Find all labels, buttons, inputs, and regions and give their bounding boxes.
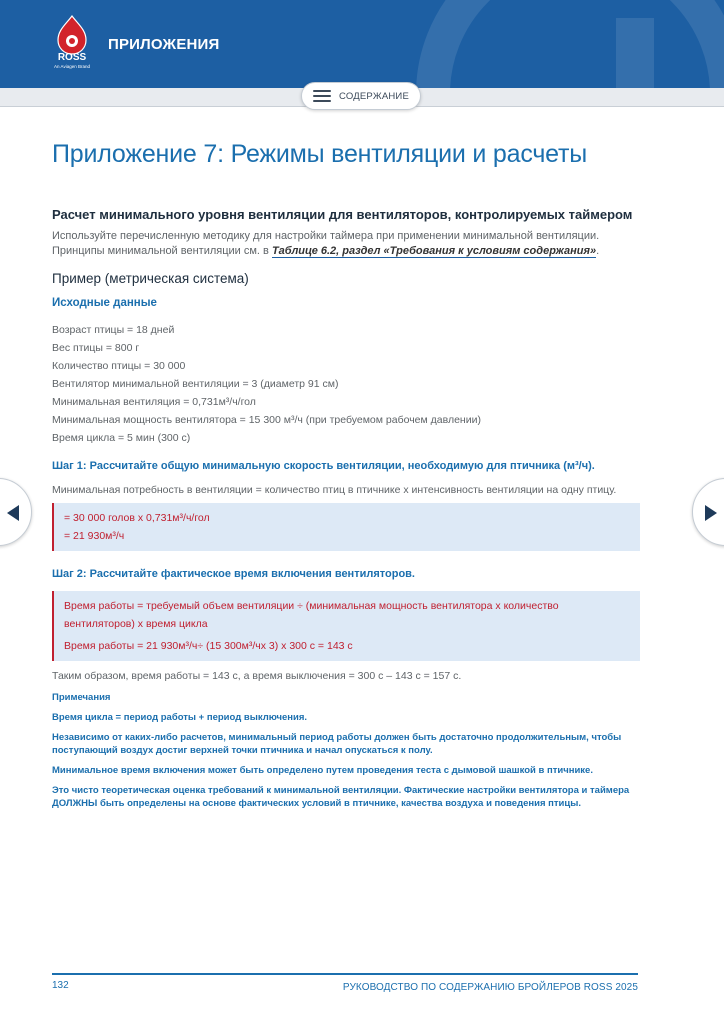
header-decoration-bar	[616, 18, 654, 88]
input-item: Минимальная мощность вентилятора = 15 300 м³/ч (при требуемом рабочем давлении)	[52, 413, 481, 426]
previous-page-button[interactable]	[0, 478, 32, 546]
note-item: Время цикла = период работы + период выключения.	[52, 711, 308, 723]
input-item: Вентилятор минимальной вентиляции = 3 (диаметр 91 см)	[52, 377, 339, 390]
page-header	[0, 0, 724, 88]
logo-text: ROSS	[57, 52, 87, 63]
toc-button[interactable]	[301, 82, 421, 110]
input-item: Время цикла = 5 мин (300 с)	[52, 431, 191, 444]
notes-heading: Примечания	[52, 691, 111, 703]
menu-icon	[313, 90, 331, 102]
section-heading: Расчет минимального уровня вентиляции для вентиляторов, контролируемых таймером	[52, 207, 633, 222]
step2-calc-line: Время работы = 21 930м³/ч÷ (15 300м³/чх 3) x 300 с = 143 с	[64, 640, 353, 652]
step1-heading: Шаг 1: Рассчитайте общую минимальную скорость вентиляции, необходимую для птичника (м³/ч).	[52, 459, 595, 472]
note-item: Независимо от каких-либо расчетов, минимальный период работы должен быть достаточно продолжительным, чтобы поступающий воздух достиг верхней точки птичника и начал опускаться к полу.	[52, 731, 622, 756]
arrow-left-icon	[7, 505, 19, 521]
page-title: Приложение 7: Режимы вентиляции и расчеты	[52, 140, 588, 168]
footer-divider	[52, 973, 638, 975]
step2-heading: Шаг 2: Рассчитайте фактическое время включения вентиляторов.	[52, 568, 415, 580]
intro-text: Используйте перечисленную методику для настройки таймера при применении минимальной вентиляции. Принципы минимальной вентиляции см. в	[52, 230, 600, 257]
input-item: Минимальная вентиляция = 0,731м³/ч/гол	[52, 395, 256, 408]
note-item: Это чисто теоретическая оценка требований к минимальной вентиляции. Фактические настройки вентилятора и таймера ДОЛЖНЫ быть определены на основе фактических условий в птичнике, качества воздуха и поведения птицы.	[52, 784, 630, 809]
step2-result: Таким образом, время работы = 143 с, а время выключения = 300 с – 143 с = 157 с.	[52, 670, 462, 682]
intro-paragraph	[52, 229, 640, 258]
note-item: Минимальное время включения может быть определено путем проведения теста с дымовой шашкой в птичнике.	[52, 764, 593, 776]
main-content	[52, 207, 640, 810]
logo-subtext: An Aviagen Brand	[54, 64, 90, 69]
input-list	[52, 321, 640, 447]
table-6-2-link[interactable]: Таблице 6.2, раздел «Требования к условиям содержания»	[271, 244, 597, 257]
input-item: Количество птицы = 30 000	[52, 359, 186, 372]
step1-description: Минимальная потребность в вентиляции = количество птиц в птичнике x интенсивность вентиляции на одну птицу.	[52, 483, 617, 496]
footer-title: РУКОВОДСТВО ПО СОДЕРЖАНИЮ БРОЙЛЕРОВ ROSS 2025	[342, 982, 638, 993]
header-decoration	[416, 0, 724, 88]
arrow-right-icon	[705, 505, 717, 521]
example-heading: Пример (метрическая система)	[52, 271, 249, 286]
intro-end: .	[596, 244, 600, 257]
step1-calc-line: = 21 930м³/ч	[64, 530, 125, 542]
toc-button-label: СОДЕРЖАНИЕ	[339, 90, 409, 102]
page-number: 132	[52, 980, 69, 991]
input-item: Возраст птицы = 18 дней	[52, 323, 175, 336]
step1-calculation-box	[52, 503, 640, 551]
step2-calc-line: Время работы = требуемый объем вентиляции ÷ (минимальная мощность вентилятора x количество вентиляторов) x время цикла	[64, 600, 559, 630]
section-title: ПРИЛОЖЕНИЯ	[108, 36, 220, 53]
step1-calc-line: = 30 000 голов x 0,731м³/ч/гол	[64, 512, 210, 524]
input-heading: Исходные данные	[52, 297, 157, 309]
input-item: Вес птицы = 800 г	[52, 341, 140, 354]
step2-calculation-box	[52, 591, 640, 661]
next-page-button[interactable]	[692, 478, 724, 546]
